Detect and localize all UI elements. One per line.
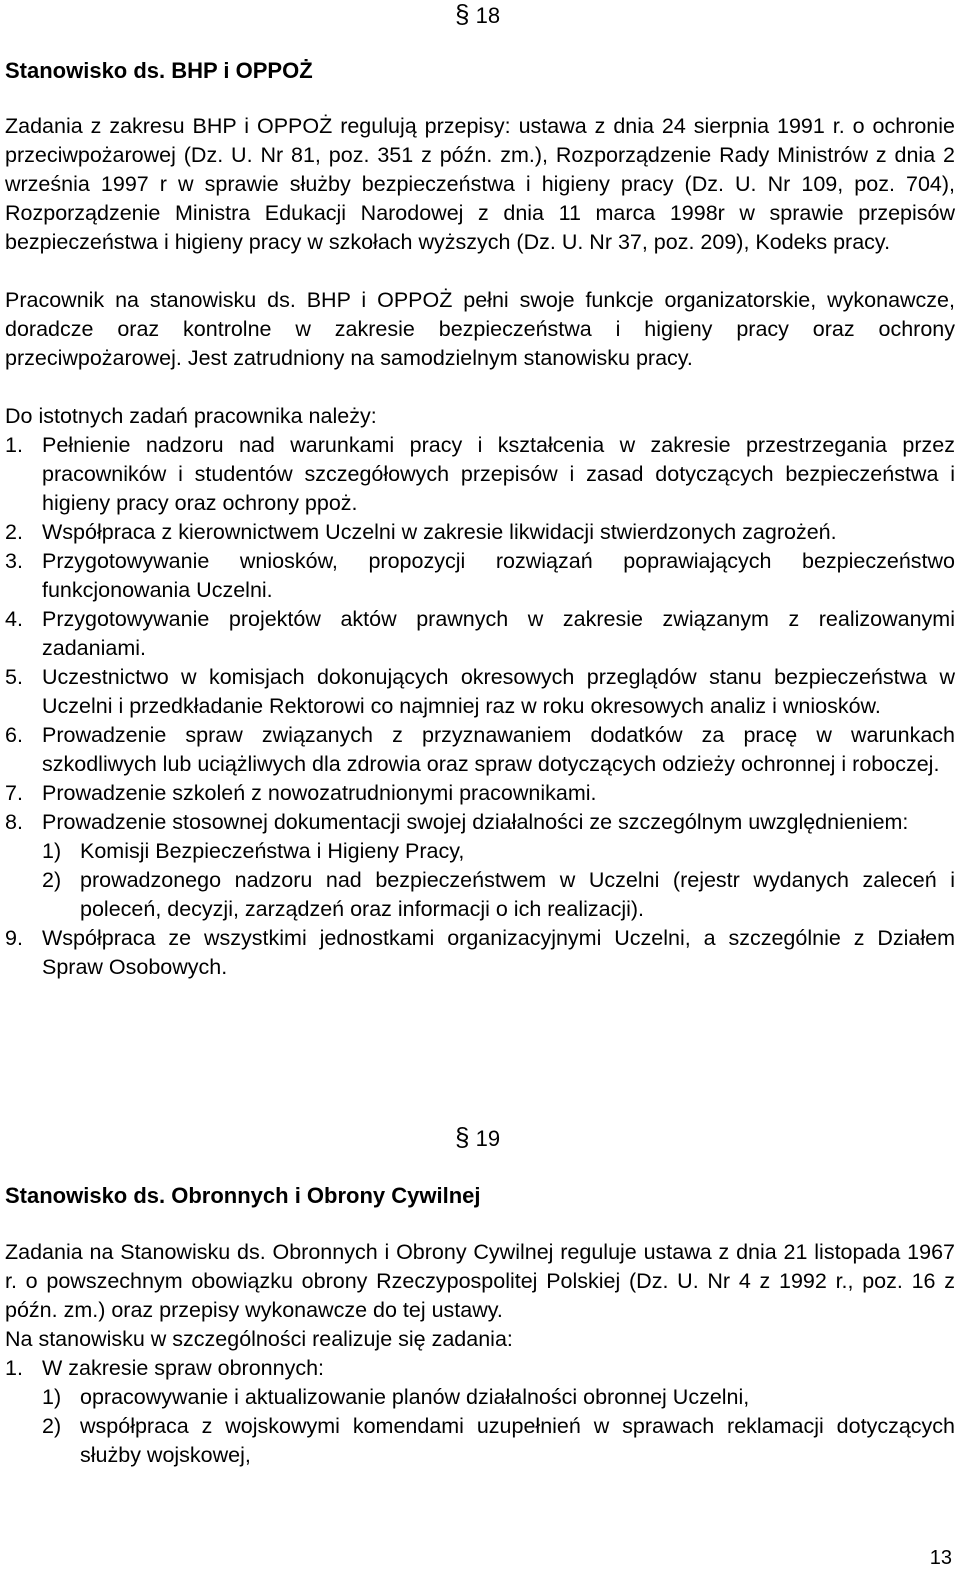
item-number: 4. [5,607,23,631]
item-number: 9. [5,926,23,950]
item-number: 6. [5,723,23,747]
list-item [5,1354,955,1470]
section-18-role: Pracownik na stanowisku ds. BHP i OPPOŻ pełni swoje funkcje organizatorskie, wykonawcze, doradcze oraz kontrolne w zakresie bezpieczeństwa i higieny pracy oraz ochrony przeciwpożarowej. Jest zatrudniony na samodzielnym stanowisku pracy. [5,288,955,370]
section-number: 18 [475,3,501,28]
item-number: 1. [5,433,23,457]
section-18-intro: Zadania z zakresu BHP i OPPOŻ regulują przepisy: ustawa z dnia 24 sierpnia 1991 r. o ochronie przeciwpożarowej (Dz. U. Nr 81, poz. 351 z późn. zm.), Rozporządzenie Rady Ministrów z dnia 2 września 1997 r w sprawie służby bezpieczeństwa i higieny pracy (Dz. U. Nr 109, poz. 704), Rozporządzenie Ministra Edukacji Narodowej z dnia 11 marca 1998r w sprawie przepisów bezpieczeństwa i higieny pracy w szkołach wyższych (Dz. U. Nr 37, poz. 209), Kodeks pracy. [5,114,955,254]
list-item [5,721,955,779]
item-text: Przygotowywanie wniosków, propozycji rozwiązań poprawiających bezpieczeństwo funkcjonowania Uczelni. [42,549,955,602]
sublist-item [42,866,955,924]
section-19-sign [455,1123,500,1153]
list-item [5,605,955,663]
paragraph-sign: § [455,1122,470,1152]
subitem-text: opracowywanie i aktualizowanie planów działalności obronnej Uczelni, [80,1385,750,1409]
item-text: W zakresie spraw obronnych: [42,1356,324,1380]
subitem-text: współpraca z wojskowymi komendami uzupełnień w sprawach reklamacji dotyczących służby wojskowej, [80,1414,955,1467]
item-text: Przygotowywanie projektów aktów prawnych w zakresie związanym z realizowanymi zadaniami. [42,607,955,660]
item-text: Współpraca z kierownictwem Uczelni w zakresie likwidacji stwierdzonych zagrożeń. [42,520,837,544]
section-18-sign [455,0,500,30]
subitem-number: 2) [42,868,62,892]
subitem-number: 1) [42,839,62,863]
list-item [5,808,955,924]
list-item [5,518,955,547]
section-19-tasks-label: Na stanowisku w szczególności realizuje się zadania: [5,1327,513,1351]
subitem-number: 2) [42,1414,62,1438]
section-19-heading: Stanowisko ds. Obronnych i Obrony Cywilnej [5,1183,481,1208]
section-18-tasks [5,431,955,982]
item-number: 5. [5,665,23,689]
item-text: Uczestnictwo w komisjach dokonujących okresowych przeglądów stanu bezpieczeństwa w Uczelni i przedkładanie Rektorowi co najmniej raz w roku okresowych analiz i wniosków. [42,665,955,718]
item-number: 8. [5,810,23,834]
list-item [5,779,955,808]
item-text: Prowadzenie spraw związanych z przyznawaniem dodatków za pracę w warunkach szkodliwych lub uciążliwych dla zdrowia oraz spraw dotyczących odzieży ochronnej i roboczej. [42,723,955,776]
subitem-text: prowadzonego nadzoru nad bezpieczeństwem w Uczelni (rejestr wydanych zaleceń i poleceń, decyzji, zarządzeń oraz informacji o ich realizacji). [80,868,955,921]
section-number: 19 [475,1126,501,1151]
section-19-tasks [5,1354,955,1470]
paragraph-sign: § [455,0,470,29]
item-text: Prowadzenie stosownej dokumentacji swojej działalności ze szczególnym uwzględnieniem: [42,810,909,834]
subitem-number: 1) [42,1385,62,1409]
item-number: 2. [5,520,23,544]
item-text: Współpraca ze wszystkimi jednostkami organizacyjnymi Uczelni, a szczególnie z Działem Spraw Osobowych. [42,926,955,979]
item-number: 3. [5,549,23,573]
list-item [5,924,955,982]
sublist [42,1383,955,1470]
sublist [42,837,955,924]
section-18-heading: Stanowisko ds. BHP i OPPOŻ [5,58,313,83]
item-text: Pełnienie nadzoru nad warunkami pracy i kształcenia w zakresie przestrzegania przez pracowników i studentów szczegółowych przepisów i zasad dotyczących bezpieczeństwa i higieny pracy oraz ochrony ppoż. [42,433,955,515]
sublist-item [42,1412,955,1470]
section-19-intro: Zadania na Stanowisku ds. Obronnych i Obrony Cywilnej reguluje ustawa z dnia 21 listopada 1967 r. o powszechnym obowiązku obrony Rzeczypospolitej Polskiej (Dz. U. Nr 4 z 1992 r., poz. 16 z późn. zm.) oraz przepisy wykonawcze do tej ustawy. [5,1240,955,1322]
item-text: Prowadzenie szkoleń z nowozatrudnionymi pracownikami. [42,781,597,805]
item-number: 1. [5,1356,23,1380]
section-18-tasks-label: Do istotnych zadań pracownika należy: [5,404,377,428]
sublist-item [42,1383,955,1412]
sublist-item [42,837,955,866]
page-number: 13 [929,1547,952,1569]
item-number: 7. [5,781,23,805]
list-item [5,547,955,605]
subitem-text: Komisji Bezpieczeństwa i Higieny Pracy, [80,839,465,863]
list-item [5,431,955,518]
list-item [5,663,955,721]
